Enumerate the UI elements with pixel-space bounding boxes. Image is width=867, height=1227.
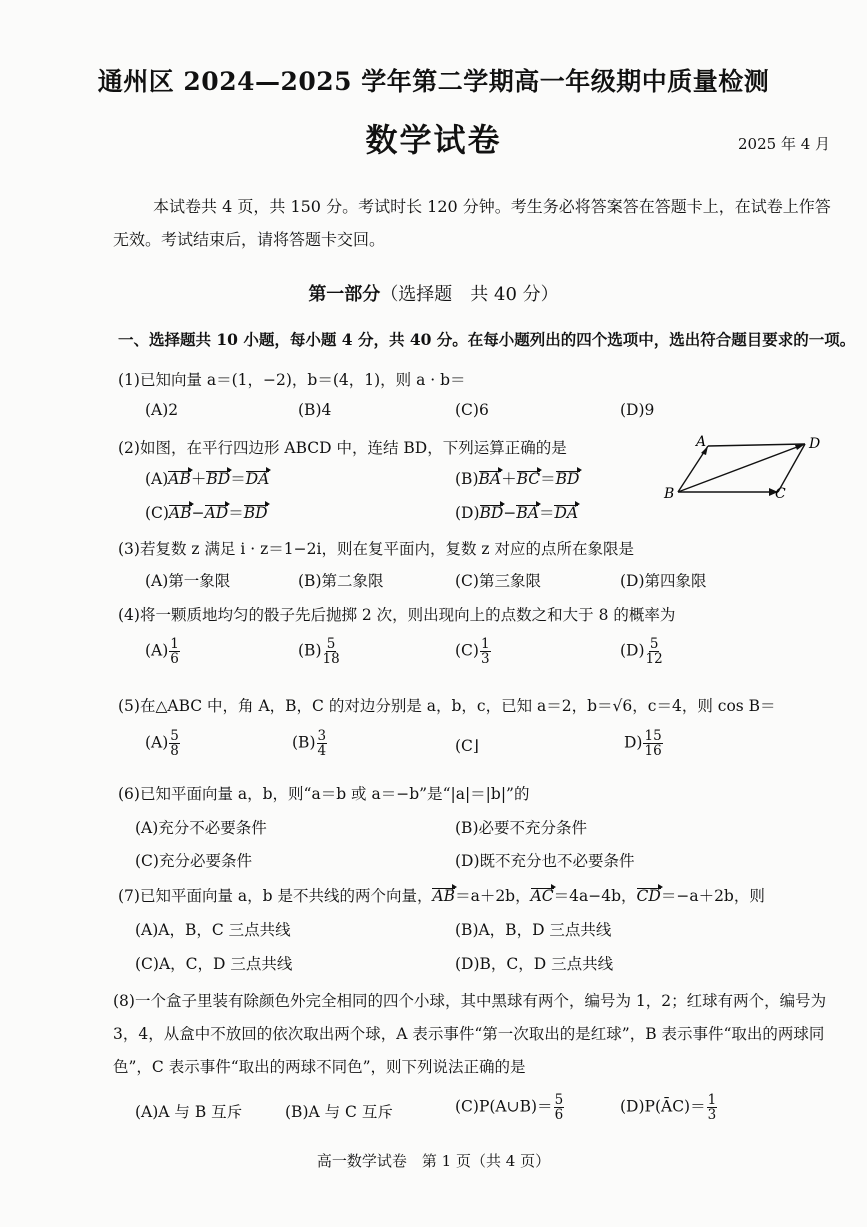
question-2-option-b: (B)BA＋BC＝BD <box>455 470 580 488</box>
question-7-stem: (7)已知平面向量 a，b 是不共线的两个向量，AB＝a＋2b，AC＝4a−4b，CD＝−a＋2b，则 <box>118 887 765 905</box>
question-3-option-c: (C)第三象限 <box>455 572 541 590</box>
question-3-stem: (3)若复数 z 满足 i · z＝1−2i，则在复平面内，复数 z 对应的点所在象限是 <box>118 540 634 558</box>
question-6-stem: (6)已知平面向量 a，b，则“a＝b 或 a＝−b”是“|a|＝|b|”的 <box>118 785 530 803</box>
diagonal-bd <box>678 444 805 492</box>
part-title: 第一部分 <box>308 284 381 305</box>
part-note: （选择题 共 40 分） <box>380 284 559 305</box>
exam-instructions: 本试卷共 4 页，共 150 分。考试时长 120 分钟。考生务必将答案答在答题卡上，在试卷上作答无效。考试结束后，请将答题卡交回。 <box>113 197 831 249</box>
question-6-option-c: (C)充分必要条件 <box>135 852 252 870</box>
question-8-option-a: (A)A 与 B 互斥 <box>135 1103 243 1121</box>
question-7-option-c: (C)A，C，D 三点共线 <box>135 955 293 973</box>
question-4-option-b: (B) $\frac{5}{18}$ <box>298 636 340 668</box>
question-7-option-a: (A)A，B，C 三点共线 <box>135 921 291 939</box>
question-4-stem: (4)将一颗质地均匀的骰子先后抛掷 2 次，则出现向上的点数之和大于 8 的概率为 <box>118 606 676 624</box>
question-2-stem: (2)如图，在平行四边形 ABCD 中，连结 BD，下列运算正确的是 <box>118 439 567 457</box>
vertex-b-label: B <box>664 486 675 502</box>
question-4-option-c: (C) $\frac{1}{3}$ <box>455 636 490 668</box>
edge-ad <box>708 444 805 446</box>
question-1-stem: (1)已知向量 a＝(1，−2)，b＝(4，1)，则 a · b＝ <box>118 371 466 389</box>
question-5-option-c: (C⌋ <box>455 737 479 755</box>
question-1-option-d: (D)9 <box>620 401 655 419</box>
question-7-option-d: (D)B，C，D 三点共线 <box>455 955 614 973</box>
question-4-option-d: (D) $\frac{5}{12}$ <box>620 636 663 668</box>
question-6-option-d: (D)既不充分也不必要条件 <box>455 852 635 870</box>
part-heading <box>0 280 867 306</box>
exam-subtitle: 数学试卷 <box>365 121 502 159</box>
vertex-c-label: C <box>775 486 786 502</box>
exam-title: 通州区 2024—2025 学年第二学期高一年级期中质量检测 <box>97 67 770 96</box>
page-footer: 高一数学试卷 第 1 页（共 4 页） <box>316 1152 551 1170</box>
question-8-option-d: (D)P(ĀC)＝ $\frac{1}{3}$ <box>620 1092 717 1124</box>
question-5-option-a: (A) $\frac{5}{8}$ <box>145 728 179 760</box>
question-8-option-b: (B)A 与 C 互斥 <box>285 1103 393 1121</box>
question-4-option-a: (A) $\frac{1}{6}$ <box>145 636 179 668</box>
vertex-a-label: A <box>696 434 707 450</box>
question-6-option-b: (B)必要不充分条件 <box>455 819 587 837</box>
question-3-option-d: (D)第四象限 <box>620 572 707 590</box>
question-3-option-b: (B)第二象限 <box>298 572 384 590</box>
question-8-option-c: (C)P(A∪B)＝ $\frac{5}{6}$ <box>455 1092 564 1124</box>
edge-cd <box>778 444 805 492</box>
question-3-option-a: (A)第一象限 <box>145 572 231 590</box>
question-5-stem: (5)在△ABC 中，角 A，B，C 的对边分别是 a，b，c，已知 a＝2，b＝√6，c＝4，则 cos B＝ <box>118 697 776 715</box>
question-8-stem: (8)一个盒子里装有除颜色外完全相同的四个小球，其中黑球有两个，编号为 1，2；红球有两个，编号为 3，4，从盒中不放回的依次取出两个球，A 表示事件“第一次取出的是红球”，B 表示事件“取出的两球同色”，C 表示事件“取出的两球不同色”，则下列说法正确的是 <box>113 992 827 1076</box>
vertex-d-label: D <box>809 436 821 452</box>
question-1-option-b: (B)4 <box>298 401 332 419</box>
question-5-option-d: D) $\frac{15}{16}$ <box>624 728 662 760</box>
question-2-option-c: (C)AB−AD＝BD <box>145 504 268 522</box>
question-2-option-d: (D)BD−BA＝DA <box>455 504 579 522</box>
section-heading: 一、选择题共 10 小题，每小题 4 分，共 40 分。在每小题列出的四个选项中，选出符合题目要求的一项。 <box>118 330 856 349</box>
question-5-option-b: (B) $\frac{3}{4}$ <box>292 728 327 760</box>
question-7-option-b: (B)A，B，D 三点共线 <box>455 921 612 939</box>
parallelogram-figure <box>660 432 830 504</box>
question-2-option-a: (A)AB＋BD＝DA <box>145 470 270 488</box>
question-1-option-a: (A)2 <box>145 401 179 419</box>
question-6-option-a: (A)充分不必要条件 <box>135 819 267 837</box>
exam-date: 2025 年 4 月 <box>738 135 831 153</box>
question-1-option-c: (C)6 <box>455 401 489 419</box>
